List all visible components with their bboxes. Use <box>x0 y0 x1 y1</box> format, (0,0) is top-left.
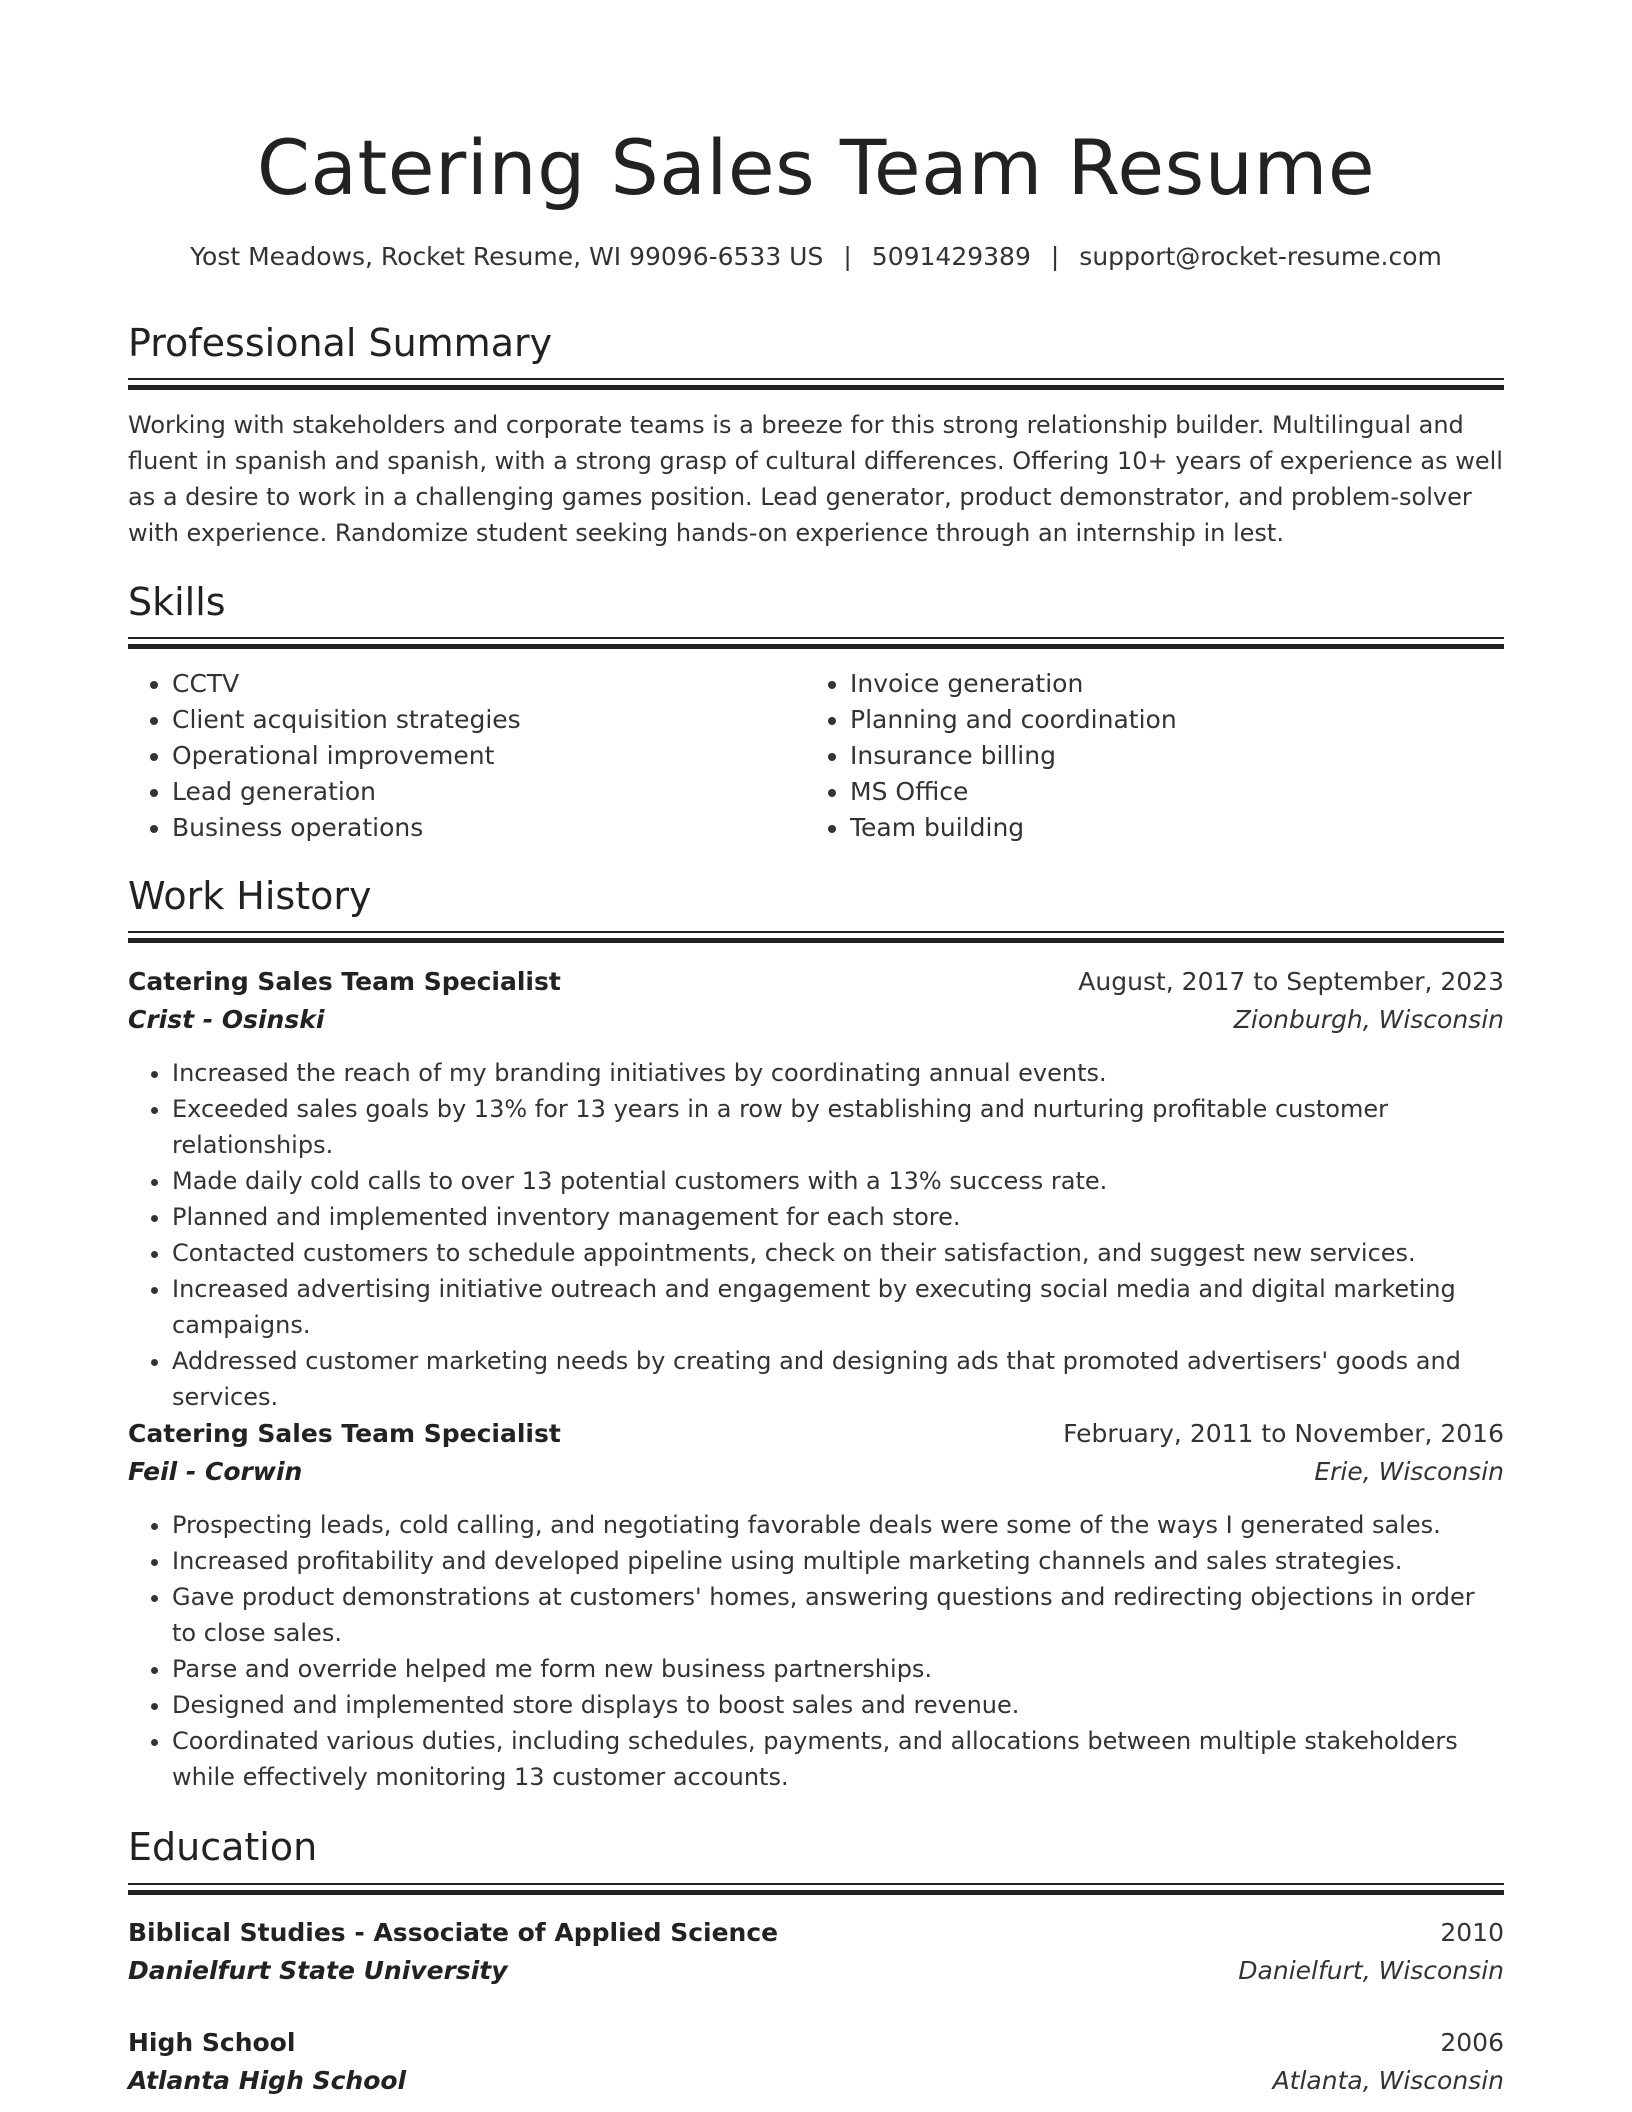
skills-rule <box>128 637 1504 649</box>
job-title: Catering Sales Team Specialist <box>128 1419 561 1448</box>
education-year: 2006 <box>1440 2028 1504 2057</box>
skills-column-left <box>128 666 806 846</box>
job-bullets <box>128 1507 1504 1795</box>
job-bullets <box>128 1055 1504 1415</box>
skills-column-right <box>806 666 1484 846</box>
job-location: Zionburgh, Wisconsin <box>1233 1005 1504 1034</box>
resume-title: Catering Sales Team Resume <box>256 123 1376 212</box>
skill-item: • Client acquisition strategies <box>172 702 806 738</box>
job-dates: August, 2017 to September, 2023 <box>1078 967 1504 996</box>
job-bullet: • Prospecting leads, cold calling, and negotiating favorable deals were some of the ways I generated sales. <box>172 1507 1504 1543</box>
contact-separator: | <box>1050 242 1060 271</box>
contact-email: support@rocket-resume.com <box>1079 242 1442 271</box>
job-bullet: • Made daily cold calls to over 13 potential customers with a 13% success rate. <box>172 1163 1504 1199</box>
job-bullet: • Designed and implemented store displays to boost sales and revenue. <box>172 1687 1504 1723</box>
education-year: 2010 <box>1440 1918 1504 1947</box>
education-heading: Education <box>128 1825 318 1869</box>
job-entry <box>128 1415 1504 1795</box>
education-degree: High School <box>128 2028 296 2057</box>
contact-separator: | <box>843 242 852 271</box>
job-title: Catering Sales Team Specialist <box>128 967 561 996</box>
job-bullet: • Parse and override helped me form new business partnerships. <box>172 1651 1504 1687</box>
skill-item: • CCTV <box>172 666 806 702</box>
summary-rule <box>128 378 1504 390</box>
skills-list <box>128 666 1504 846</box>
skill-item: • Invoice generation <box>850 666 1484 702</box>
skills-heading: Skills <box>128 580 226 624</box>
education-degree: Biblical Studies - Associate of Applied Science <box>128 1918 779 1947</box>
job-company: Crist - Osinski <box>128 1005 325 1034</box>
education-rule <box>128 1883 1504 1895</box>
job-bullet: • Planned and implemented inventory management for each store. <box>172 1199 1504 1235</box>
job-bullet: • Gave product demonstrations at customers' homes, answering questions and redirecting objections in order to close sales. <box>172 1579 1504 1651</box>
skill-item: • Lead generation <box>172 774 806 810</box>
job-bullet: • Exceeded sales goals by 13% for 13 years in a row by establishing and nurturing profitable customer relationships. <box>172 1091 1504 1163</box>
job-bullet: • Coordinated various duties, including schedules, payments, and allocations between multiple stakeholders while effectively monitoring 13 customer accounts. <box>172 1723 1504 1795</box>
skill-item: • Business operations <box>172 810 806 846</box>
summary-text: Working with stakeholders and corporate teams is a breeze for this strong relationship builder. Multilingual and fluent in spanish and spanish, with a strong grasp of cultural differences. Offering 10+ years of experience as well as a desire to work in a challenging games position. Lead generator, product demonstrator, and problem-solver with experience. Randomize student seeking hands-on experience through an internship in lest. <box>128 411 1503 547</box>
skill-item: • Operational improvement <box>172 738 806 774</box>
work-heading: Work History <box>128 874 372 918</box>
education-location: Atlanta, Wisconsin <box>1272 2066 1504 2095</box>
job-bullet: • Increased profitability and developed pipeline using multiple marketing channels and sales strategies. <box>172 1543 1504 1579</box>
contact-phone: 5091429389 <box>871 242 1031 271</box>
job-bullet: • Contacted customers to schedule appointments, check on their satisfaction, and suggest new services. <box>172 1235 1504 1271</box>
education-school: Atlanta High School <box>128 2066 407 2095</box>
job-bullet: • Increased the reach of my branding initiatives by coordinating annual events. <box>172 1055 1504 1091</box>
job-entry <box>128 963 1504 1415</box>
work-rule <box>128 931 1504 943</box>
skill-item: • MS Office <box>850 774 1484 810</box>
contact-line <box>128 240 1504 274</box>
job-location: Erie, Wisconsin <box>1314 1457 1504 1486</box>
education-location: Danielfurt, Wisconsin <box>1238 1956 1504 1985</box>
job-company: Feil - Corwin <box>128 1457 303 1486</box>
job-dates: February, 2011 to November, 2016 <box>1063 1419 1504 1448</box>
skill-item: • Planning and coordination <box>850 702 1484 738</box>
education-school: Danielfurt State University <box>128 1956 508 1985</box>
education-entry <box>128 2024 1504 2100</box>
education-entry <box>128 1914 1504 1990</box>
summary-heading: Professional Summary <box>128 321 553 365</box>
job-bullet: • Increased advertising initiative outreach and engagement by executing social media and digital marketing campaigns. <box>172 1271 1504 1343</box>
skill-item: • Team building <box>850 810 1484 846</box>
skill-item: • Insurance billing <box>850 738 1484 774</box>
contact-address: Yost Meadows, Rocket Resume, WI 99096-6533 US <box>190 242 824 271</box>
job-bullet: • Addressed customer marketing needs by creating and designing ads that promoted advertisers' goods and services. <box>172 1343 1504 1415</box>
